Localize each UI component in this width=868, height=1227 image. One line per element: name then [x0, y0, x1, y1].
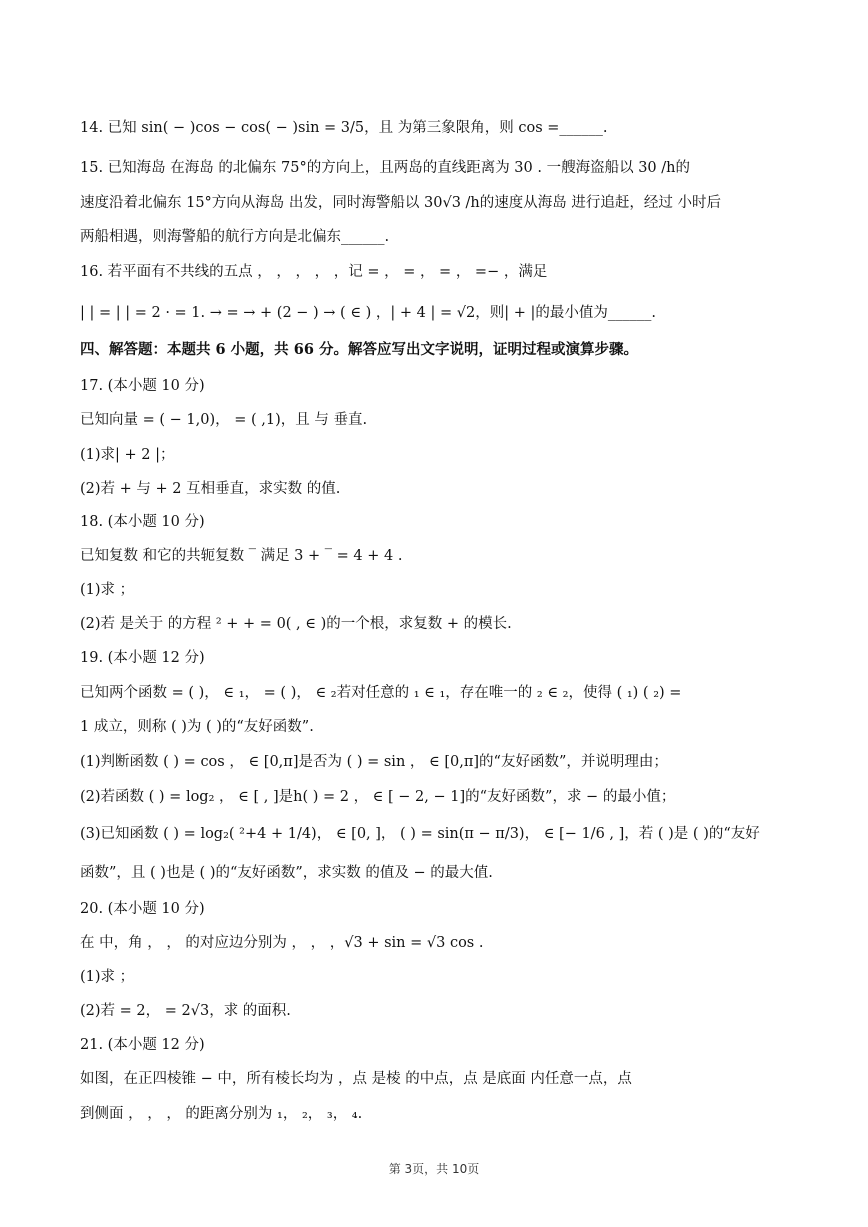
q15-line-1: 15. 已知海岛 在海岛 的北偏东 75°的方向上，且两岛的直线距离为 30 . 一艘海盗船以 30 /h的	[80, 160, 690, 176]
q19-part1: (1)判断函数 ( ) = cos ， ∈ [0,π]是否为 ( ) = sin ， ∈ [0,π]的“友好函数”，并说明理由；	[80, 754, 668, 770]
q20-header: 20. (本小题 10 分)	[80, 901, 205, 917]
q15-line-3: 两船相遇，则海警船的航行方向是北偏东______.	[80, 229, 390, 245]
q18-header: 18. (本小题 10 分)	[80, 514, 205, 530]
q17-stem: 已知向量 = ( − 1,0)， = ( ,1)，且 与 垂直.	[80, 412, 368, 428]
q21-header: 21. (本小题 12 分)	[80, 1037, 205, 1053]
q19-header: 19. (本小题 12 分)	[80, 650, 205, 666]
q17-part1: (1)求| + 2 |；	[80, 447, 175, 463]
q19-part3-2: 函数”，且 ( )也是 ( )的“友好函数”，求实数 的值及 − 的最大值.	[80, 865, 493, 881]
q20-part1: (1)求 ；	[80, 969, 135, 985]
q17-header: 17. (本小题 10 分)	[80, 378, 205, 394]
q15-line-2: 速度沿着北偏东 15°方向从海岛 出发，同时海警船以 30√3 /h的速度从海岛 进行追赶，经过 小时后	[80, 195, 721, 211]
q19-stem-2: 1 成立，则称 ( )为 ( )的“友好函数”.	[80, 719, 314, 735]
section-heading: 四、解答题：本题共 6 小题，共 66 分。解答应写出文字说明，证明过程或演算步骤。	[80, 341, 638, 358]
q20-stem: 在 中，角 ， ， 的对应边分别为 ， ， ，√3 + sin = √3 cos .	[80, 935, 484, 951]
page-footer: 第 3页，共 10页	[388, 1162, 480, 1176]
q19-part3-1: (3)已知函数 ( ) = log₂( ²+4 + 1/4)， ∈ [0, ]， ( ) = sin(π − π/3)， ∈ [− 1/6 , ]，若 ( )是 ( )的“友好	[80, 826, 760, 842]
q18-stem: 已知复数 和它的共轭复数 ‾ 满足 3 + ‾ = 4 + 4 .	[80, 548, 403, 564]
q18-part2: (2)若 是关于 的方程 ² + + = 0( , ∈ )的一个根，求复数 + 的模长.	[80, 616, 512, 632]
q16-line-1: 16. 若平面有不共线的五点 ， ， ， ， ，记 = ， = ， = ， =− ，满足	[80, 264, 548, 280]
q19-stem-1: 已知两个函数 = ( )， ∈ ₁， = ( )， ∈ ₂若对任意的 ₁ ∈ ₁，存在唯一的 ₂ ∈ ₂，使得 ( ₁) ( ₂) =	[80, 685, 682, 701]
q14-line: 14. 已知 sin( − )cos − cos( − )sin = 3/5，且 为第三象限角，则 cos =______.	[80, 120, 608, 136]
q20-part2: (2)若 = 2， = 2√3，求 的面积.	[80, 1003, 291, 1019]
q21-stem-1: 如图，在正四棱锥 − 中，所有棱长均为 ，点 是棱 的中点，点 是底面 内任意一点，点	[80, 1071, 632, 1087]
q16-line-2: | | = | | = 2 · = 1. → = → + (2 − ) → ( ∈ ) ，| + 4 | = √2，则| + |的最小值为______.	[80, 305, 656, 321]
q19-part2: (2)若函数 ( ) = log₂ ， ∈ [ , ]是h( ) = 2 ， ∈ [ − 2, − 1]的“友好函数”，求 − 的最小值；	[80, 789, 676, 805]
q18-part1: (1)求 ；	[80, 582, 135, 598]
q17-part2: (2)若 + 与 + 2 互相垂直，求实数 的值.	[80, 481, 341, 497]
q21-stem-2: 到侧面 ， ， ， 的距离分别为 ₁， ₂， ₃， ₄.	[80, 1106, 363, 1122]
